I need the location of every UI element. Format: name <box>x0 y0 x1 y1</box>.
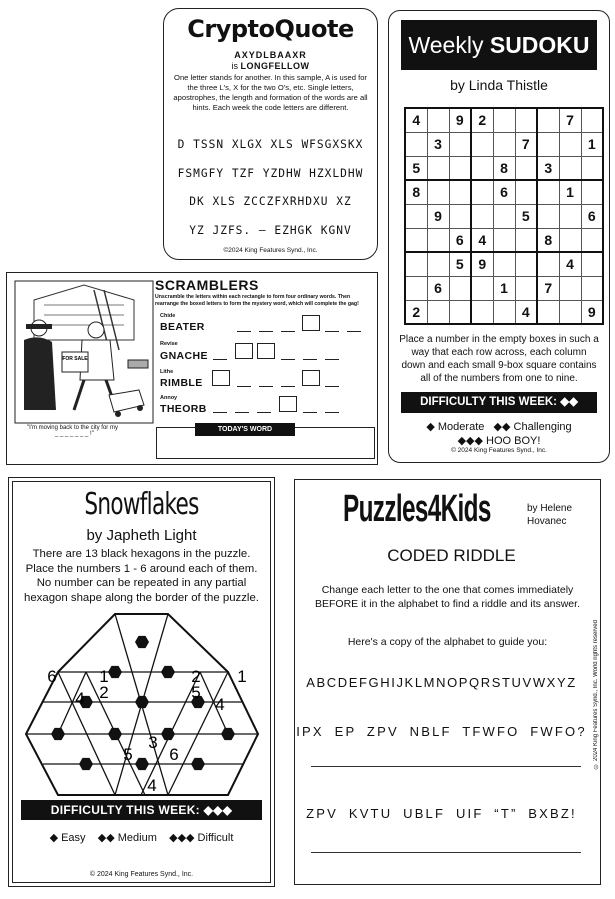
sudoku-cell[interactable] <box>515 276 537 300</box>
cartoon-caption <box>27 425 118 437</box>
sudoku-cell[interactable] <box>471 132 493 156</box>
scramble-hint: Chide <box>160 313 176 319</box>
answer-blank[interactable] <box>259 386 273 387</box>
snowflakes-difficulty-bar <box>21 800 262 820</box>
legend-moderate: ◆ Moderate <box>426 421 485 433</box>
coded-riddle-line: IPX EP ZPV NBLF TFWFO FWFO? <box>296 724 587 739</box>
sudoku-cell[interactable] <box>493 108 515 132</box>
sudoku-cell: 5 <box>449 252 471 276</box>
sudoku-cell[interactable] <box>537 180 559 204</box>
sudoku-cell: 9 <box>427 204 449 228</box>
sudoku-cell[interactable] <box>515 228 537 252</box>
cryptoquote-sample: AXYDLBAAXR <box>234 50 307 60</box>
byline-line-2: Hovanec <box>527 516 567 527</box>
cryptoquote-line: FSMGFY TZF YZDHW HZXLDHW <box>177 167 364 180</box>
cartoon-quote: "I'm moving back to the city for my <box>27 425 118 431</box>
answer-blank[interactable] <box>235 412 249 413</box>
answer-blank[interactable] <box>281 386 295 387</box>
sudoku-cell[interactable] <box>493 228 515 252</box>
scramblers-panel <box>6 272 378 465</box>
sudoku-cell: 4 <box>515 300 537 324</box>
snowflakes-difficulty-label: DIFFICULTY THIS WEEK: <box>50 803 200 817</box>
snowflakes-copyright: © 2024 King Features Synd., Inc. <box>89 871 194 878</box>
puzzles4kids-panel <box>294 479 601 885</box>
answer-box[interactable] <box>235 343 253 359</box>
snowflake-number: 5 <box>123 745 133 764</box>
sudoku-cell[interactable] <box>559 228 581 252</box>
answer-blank[interactable] <box>213 412 227 413</box>
sudoku-cell: 4 <box>405 108 427 132</box>
scramblers-title: SCRAMBLERS <box>155 277 259 293</box>
sudoku-cell: 7 <box>537 276 559 300</box>
sudoku-cell[interactable] <box>581 156 603 180</box>
sudoku-cell[interactable] <box>559 300 581 324</box>
scramble-word: THEORB <box>160 403 207 415</box>
sudoku-cell: 6 <box>449 228 471 252</box>
scramble-word: GNACHE <box>160 350 208 362</box>
sudoku-cell[interactable] <box>515 156 537 180</box>
sudoku-cell[interactable] <box>515 108 537 132</box>
sudoku-cell: 5 <box>515 204 537 228</box>
sudoku-cell[interactable] <box>427 156 449 180</box>
sudoku-cell[interactable] <box>427 108 449 132</box>
snowflake-number: 3 <box>148 733 158 752</box>
snowflake-number: 2 <box>191 667 201 686</box>
puzzles4kids-copyright: © 2024 King Features Synd., Inc. World rights reserved <box>593 620 599 769</box>
sudoku-cell: 1 <box>581 132 603 156</box>
sudoku-row <box>405 228 603 252</box>
snowflakes-legend <box>9 831 274 844</box>
sudoku-difficulty-label: DIFFICULTY THIS WEEK: <box>420 396 558 408</box>
sudoku-cell[interactable] <box>449 204 471 228</box>
scramble-word: BEATER <box>160 321 205 333</box>
sudoku-title-bar <box>401 20 597 70</box>
snowflake-number: 4 <box>147 776 157 795</box>
answer-blank[interactable] <box>303 359 317 360</box>
cryptoquote-instructions: One letter stands for another. In this sample, A is used for the three L's, X for the two O's, etc. Single letters, apostrophes, the length and formation of the words are all hints. Each week the code letters are different. <box>173 73 368 112</box>
sudoku-row <box>405 132 603 156</box>
sudoku-cell: 8 <box>405 180 427 204</box>
sudoku-cell: 6 <box>581 204 603 228</box>
sudoku-cell: 8 <box>493 156 515 180</box>
snowflakes-difficulty-marks: ◆◆◆ <box>203 803 233 817</box>
cryptoquote-sample-answer: LONGFELLOW <box>240 61 310 71</box>
sudoku-cell[interactable] <box>537 132 559 156</box>
sudoku-cell[interactable] <box>405 276 427 300</box>
answer-blank[interactable] <box>213 359 227 360</box>
snowflake-number: 4 <box>75 689 85 708</box>
answer-box[interactable] <box>302 315 320 331</box>
sudoku-legend <box>389 420 609 448</box>
scramblers-instructions: Unscramble the letters within each rectangle to form four ordinary words. Then rearrange the boxed letters to form the mystery word, which will complete the gag! <box>155 294 359 307</box>
scramble-hint: Lithe <box>160 369 174 375</box>
sudoku-cell: 6 <box>493 180 515 204</box>
sudoku-cell: 3 <box>427 132 449 156</box>
sudoku-cell[interactable] <box>471 276 493 300</box>
sudoku-cell[interactable] <box>405 252 427 276</box>
sudoku-cell[interactable] <box>581 180 603 204</box>
answer-blank[interactable] <box>259 331 273 332</box>
sudoku-cell[interactable] <box>493 132 515 156</box>
sudoku-cell[interactable] <box>449 156 471 180</box>
sudoku-cell: 7 <box>559 108 581 132</box>
sudoku-title-bold: SUDOKU <box>489 32 590 58</box>
sudoku-cell[interactable] <box>537 108 559 132</box>
sudoku-cell: 2 <box>405 300 427 324</box>
sudoku-cell: 9 <box>449 108 471 132</box>
sudoku-cell[interactable] <box>493 204 515 228</box>
sudoku-title-light: Weekly <box>408 32 484 58</box>
sudoku-cell: 9 <box>581 300 603 324</box>
sudoku-cell[interactable] <box>427 180 449 204</box>
sudoku-difficulty-bar <box>401 392 597 413</box>
legend-hooboy: ◆◆◆ HOO BOY! <box>457 435 541 447</box>
alphabet-line: ABCDEFGHIJKLMNOPQRSTUVWXYZ <box>306 675 577 690</box>
cryptoquote-sample-answer-line <box>164 61 377 71</box>
sudoku-cell[interactable] <box>471 300 493 324</box>
cartoon-sign-text: FOR SALE <box>62 356 88 362</box>
sudoku-cell[interactable] <box>581 252 603 276</box>
sudoku-row <box>405 180 603 204</box>
sudoku-cell[interactable] <box>449 180 471 204</box>
scramble-hint: Annoy <box>160 395 178 401</box>
sudoku-grid <box>404 107 604 325</box>
sudoku-row <box>405 204 603 228</box>
sudoku-row <box>405 108 603 132</box>
puzzles4kids-instructions: Change each letter to the one that comes immediately BEFORE it in the alphabet to find a riddle and its answer. <box>315 584 580 610</box>
sudoku-cell[interactable] <box>405 228 427 252</box>
sudoku-byline: by Linda Thistle <box>450 77 548 93</box>
answer-box[interactable] <box>279 396 297 412</box>
sudoku-cell[interactable] <box>537 252 559 276</box>
sudoku-cell[interactable] <box>515 252 537 276</box>
sudoku-row <box>405 156 603 180</box>
sudoku-cell[interactable] <box>493 300 515 324</box>
sudoku-cell: 9 <box>471 252 493 276</box>
sudoku-cell: 4 <box>471 228 493 252</box>
sudoku-cell[interactable] <box>405 132 427 156</box>
sudoku-cell[interactable] <box>537 300 559 324</box>
snowflake-number: 6 <box>47 667 57 686</box>
sudoku-cell[interactable] <box>581 276 603 300</box>
sudoku-cell[interactable] <box>559 132 581 156</box>
legend-difficult: ◆◆◆ Difficult <box>169 832 234 844</box>
answer-blank[interactable] <box>325 386 339 387</box>
sudoku-cell: 6 <box>427 276 449 300</box>
sudoku-cell[interactable] <box>581 228 603 252</box>
sudoku-cell: 7 <box>515 132 537 156</box>
snowflakes-board[interactable] <box>18 612 268 797</box>
snowflakes-title: Snowflakes <box>84 487 199 522</box>
cryptoquote-is: is <box>231 61 238 71</box>
todays-word-label: TODAY'S WORD <box>195 423 295 436</box>
sudoku-copyright: © 2024 King Features Synd., Inc. <box>451 447 547 454</box>
sudoku-cell: 1 <box>559 180 581 204</box>
answer-blank[interactable] <box>347 331 361 332</box>
answer-blank[interactable] <box>303 412 317 413</box>
sudoku-panel <box>388 10 610 463</box>
answer-line[interactable] <box>311 852 581 853</box>
snowflake-number: 5 <box>191 683 201 702</box>
sudoku-cell[interactable] <box>427 300 449 324</box>
legend-challenging: ◆◆ Challenging <box>493 421 572 433</box>
answer-blank[interactable] <box>281 359 295 360</box>
sudoku-cell[interactable] <box>537 204 559 228</box>
sudoku-cell[interactable] <box>559 156 581 180</box>
cryptoquote-title: CryptoQuote <box>187 15 354 43</box>
sudoku-cell[interactable] <box>515 180 537 204</box>
sudoku-row <box>405 276 603 300</box>
answer-box[interactable] <box>302 370 320 386</box>
answer-blank[interactable] <box>325 331 339 332</box>
sudoku-cell[interactable] <box>471 180 493 204</box>
sudoku-cell[interactable] <box>449 132 471 156</box>
sudoku-cell[interactable] <box>559 204 581 228</box>
byline-line-1: by Helene <box>527 503 573 514</box>
snowflakes-byline: by Japheth Light <box>86 527 197 544</box>
snowflake-number: 4 <box>215 695 225 714</box>
coded-answer-line: ZPV KVTU UBLF UIF “T” BXBZ! <box>306 806 577 821</box>
cryptoquote-line: DK XLS ZCCZFXRHDXU XZ <box>189 195 352 208</box>
answer-blank[interactable] <box>325 412 339 413</box>
snowflake-number: 6 <box>169 745 179 764</box>
scramble-word: RIMBLE <box>160 377 203 389</box>
sudoku-cell: 3 <box>537 156 559 180</box>
snowflakes-panel <box>8 477 275 887</box>
cryptoquote-line: YZ JZFS. — EZHGK KGNV <box>189 224 352 237</box>
puzzles4kids-guide: Here's a copy of the alphabet to guide you: <box>347 636 548 648</box>
answer-box[interactable] <box>257 343 275 359</box>
snowflake-number: 2 <box>99 683 109 702</box>
sudoku-cell: 8 <box>537 228 559 252</box>
legend-medium: ◆◆ Medium <box>97 832 157 844</box>
answer-line[interactable] <box>311 766 581 767</box>
sudoku-cell: 2 <box>471 108 493 132</box>
answer-blank[interactable] <box>325 359 339 360</box>
sudoku-difficulty-marks: ◆◆ <box>560 396 578 408</box>
sudoku-cell[interactable] <box>449 300 471 324</box>
sudoku-cell[interactable] <box>427 252 449 276</box>
snowflake-number: 1 <box>237 667 247 686</box>
answer-box[interactable] <box>212 370 230 386</box>
sudoku-cell[interactable] <box>581 108 603 132</box>
puzzles4kids-byline <box>527 502 572 528</box>
cryptoquote-copyright: ©2024 King Features Synd., Inc. <box>223 247 318 254</box>
sudoku-cell[interactable] <box>493 252 515 276</box>
sudoku-cell[interactable] <box>449 276 471 300</box>
snowflake-number: 1 <box>99 667 109 686</box>
sudoku-instructions: Place a number in the empty boxes in such a way that each row across, each column down and each small 9-box square contains all of the numbers from one to nine. <box>399 334 599 384</box>
puzzles4kids-title: Puzzles4Kids <box>343 488 491 530</box>
sudoku-cell[interactable] <box>559 276 581 300</box>
answer-blank[interactable] <box>281 331 295 332</box>
sudoku-row <box>405 252 603 276</box>
sudoku-cell[interactable] <box>471 204 493 228</box>
sudoku-cell: 1 <box>493 276 515 300</box>
scramble-hint: Revise <box>160 341 178 347</box>
cryptoquote-panel <box>163 8 378 260</box>
cryptoquote-line: D TSSN XLGX XLS WFSGXSKX <box>177 138 364 151</box>
snowflakes-instructions: There are 13 black hexagons in the puzzle. Place the numbers 1 - 6 around each of them. No number can be repeated in any partial hexagon shape along the border of the puzzle. <box>24 548 259 604</box>
sudoku-cell: 5 <box>405 156 427 180</box>
answer-blank[interactable] <box>257 412 271 413</box>
sudoku-cell[interactable] <box>471 156 493 180</box>
answer-blank[interactable] <box>237 331 251 332</box>
answer-blank[interactable] <box>237 386 251 387</box>
sudoku-cell[interactable] <box>427 228 449 252</box>
cartoon-blank: _ _ _ _ _ _ _ !" <box>55 431 94 437</box>
sudoku-cell: 4 <box>559 252 581 276</box>
sudoku-row <box>405 300 603 324</box>
puzzles4kids-subtitle: CODED RIDDLE <box>387 546 516 565</box>
sudoku-cell[interactable] <box>405 204 427 228</box>
legend-easy: ◆ Easy <box>49 832 86 844</box>
